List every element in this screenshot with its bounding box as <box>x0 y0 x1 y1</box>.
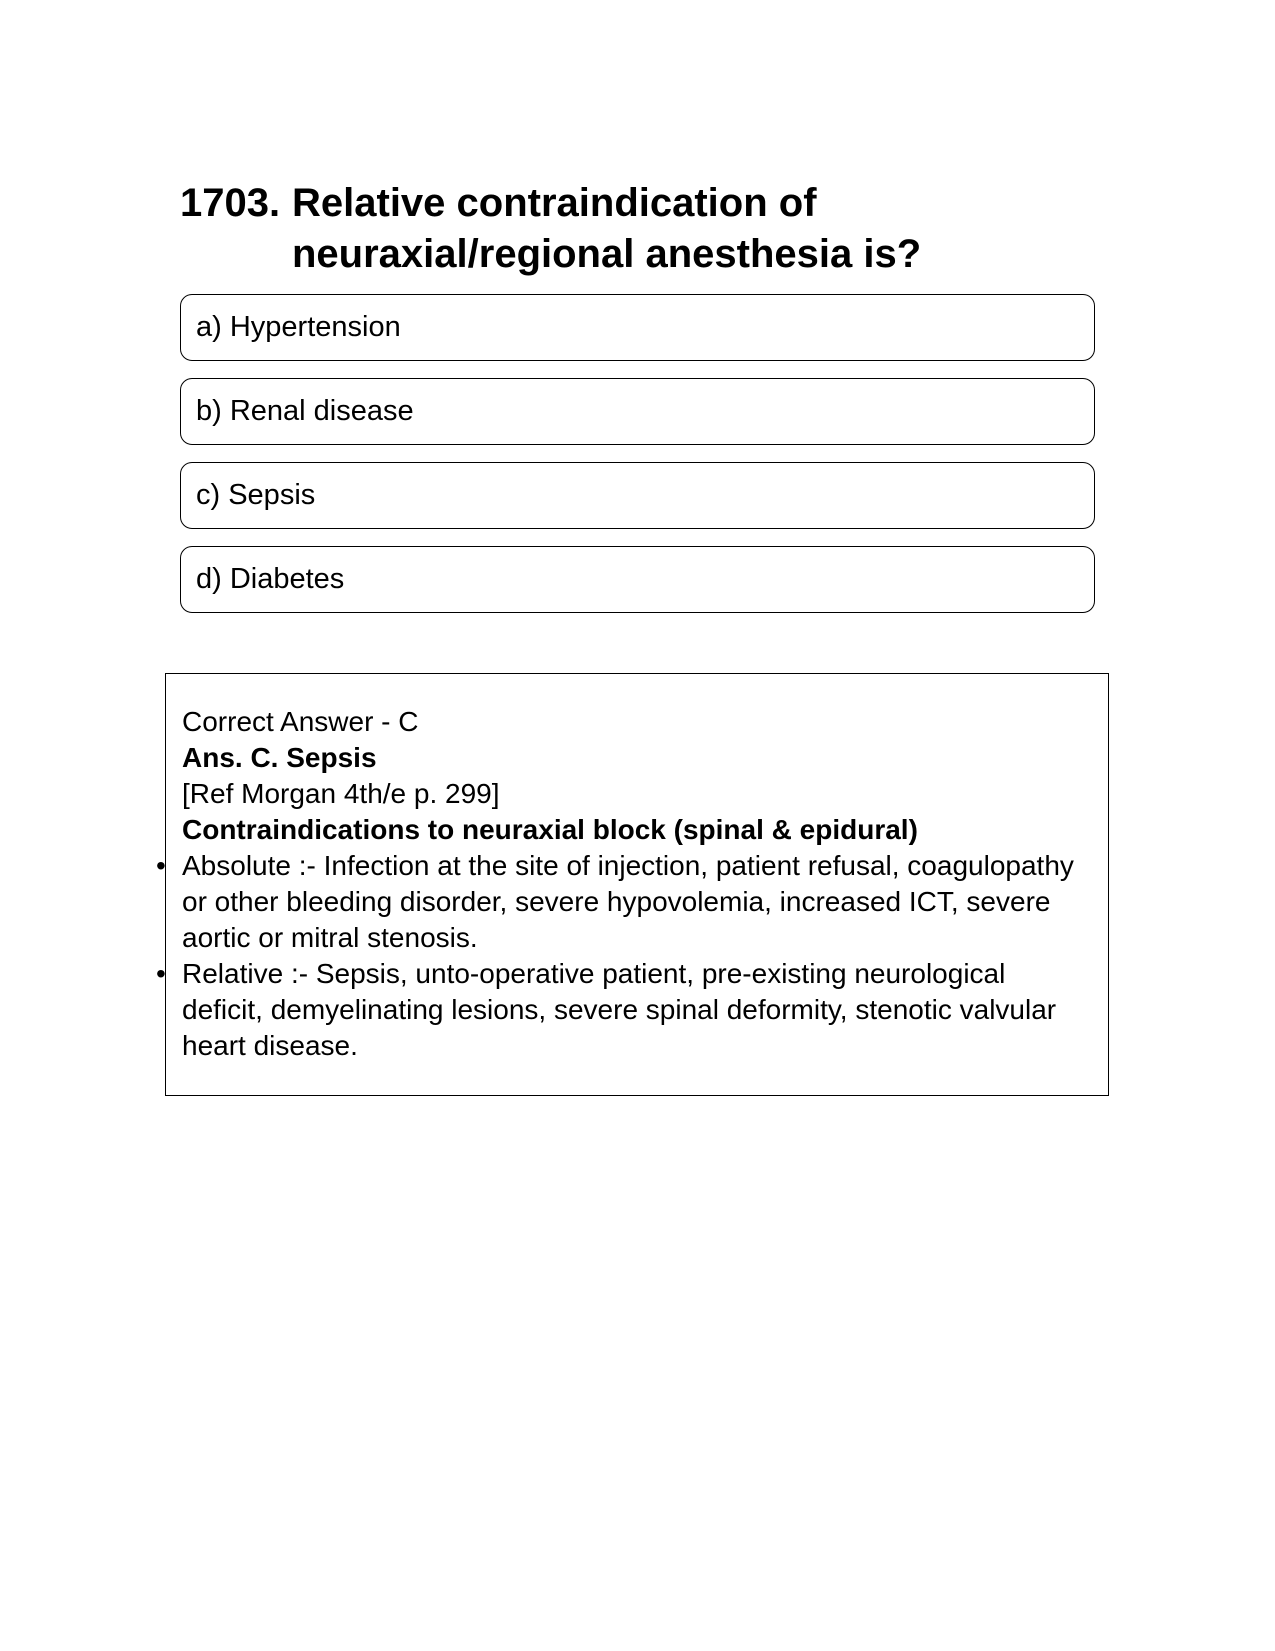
bullet-icon: • <box>156 850 166 881</box>
contraindication-list <box>156 848 1087 1064</box>
list-item-relative <box>156 956 1087 1064</box>
option-c[interactable]: c) Sepsis <box>180 462 1095 529</box>
bullet-text: Absolute :- Infection at the site of injection, patient refusal, coagulopathy or other bleeding disorder, severe hypovolemia, increased ICT, severe aortic or mitral stenosis. <box>182 850 1074 953</box>
reference-line: [Ref Morgan 4th/e p. 299] <box>182 778 500 809</box>
correct-answer-line: Correct Answer - C <box>182 706 419 737</box>
question-number: 1703. <box>180 181 281 225</box>
option-b[interactable]: b) Renal disease <box>180 378 1095 445</box>
bullet-text: Relative :- Sepsis, unto-operative patient, pre-existing neurological deficit, demyelinating lesions, severe spinal deformity, stenotic valvular heart disease. <box>182 958 1057 1061</box>
question-text: Relative contraindication of neuraxial/regional anesthesia is? <box>292 181 922 276</box>
list-item-absolute <box>156 848 1087 956</box>
option-d[interactable]: d) Diabetes <box>180 546 1095 613</box>
section-heading: Contraindications to neuraxial block (spinal & epidural) <box>182 814 918 845</box>
answer-box <box>156 673 1109 1096</box>
bullet-icon: • <box>156 958 166 989</box>
option-a[interactable]: a) Hypertension <box>180 294 1095 361</box>
answer-heading: Ans. C. Sepsis <box>182 742 377 773</box>
answer-content <box>156 704 1087 1064</box>
